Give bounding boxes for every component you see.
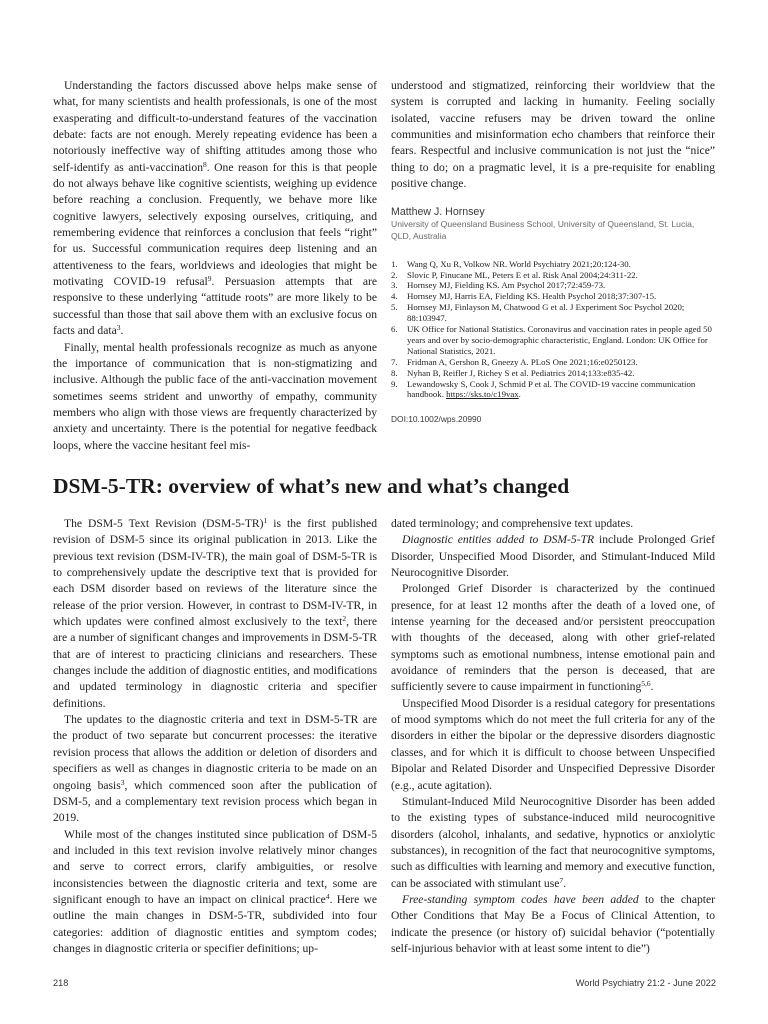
reference-list	[391, 259, 715, 401]
page-number: 218	[53, 978, 69, 988]
doi: DOI:10.1002/wps.20990	[391, 414, 482, 425]
reference-item: 2. Slovic P, Finucane ML, Peters E et al. Risk Anal 2004;24:311-22.	[391, 269, 638, 280]
body-paragraph: Prolonged Grief Disorder is characterized by the continued presence, for at least 12 months after the death of a loved one, of intense yearning for the deceased and/or persistent preoccupation with thoughts of the deceased, along with other grief-related symptoms such as emotional numbness, intense emotional pain and avoidance of reminders that the person is deceased, that are sufficiently severe to cause impairment in functioning$^{5,6}$.	[391, 582, 715, 694]
body-paragraph: Free-standing symptom codes have been added to the chapter Other Conditions that May Be a Focus of Clinical Attention, to indicate the presence (or history of) suicidal behavior (“potentially self-injurious behavior with at least some intent to die”)	[391, 892, 716, 955]
journal-info: World Psychiatry 21:2 - June 2022	[575, 978, 716, 988]
author-affiliation: University of Queensland Business School, University of Queensland, St. Lucia, QLD, Australia	[391, 219, 695, 241]
author-block	[391, 205, 715, 242]
body-paragraph: The updates to the diagnostic criteria and text in DSM-5-TR are the product of two separate but concurrent processes: the iterative revision process that allows the addition or deletion of disorders and specifiers as well as changes in diagnostic criteria to be made on an ongoing basis$^3$, which commenced soon after the publication of DSM-5, and a complementary text revision process which began in 2019.	[53, 713, 377, 825]
body-paragraph: understood and stigmatized, reinforcing their worldview that the system is corrupted and lacking in humanity. Feeling socially isolated, vaccine refusers may be driven toward the online communities and misinformation echo chambers that reinforce their fears. Respectful and inclusive communication is not just the “nice” thing to do; on a pragmatic level, it is a pre-requisite for enabling positive change.	[391, 79, 715, 191]
reference-item: 5. Hornsey MJ, Finlayson M, Chatwood G et al. J Experiment Soc Psychol 2020; 88:103947.	[391, 302, 685, 324]
reference-link[interactable]: https://sks.to/c19vax	[446, 389, 519, 400]
body-paragraph: Unspecified Mood Disorder is a residual category for presentations of mood symptoms which do not meet the full criteria for any of the disorders in either the bipolar or the depressive disorders diagnostic classes, and for which it is difficult to choose between Unspecified Bipolar and Related Disorder and Unspecified Depressive Disorder (e.g., acute agitation).	[391, 696, 715, 792]
article-title: DSM-5-TR: overview of what’s new and what’s changed	[53, 474, 570, 498]
reference-item: 4. Hornsey MJ, Harris EA, Fielding KS. Health Psychol 2018;37:307-15.	[391, 291, 657, 302]
previous-article-left-column	[53, 78, 377, 454]
reference-item: 7. Fridman A, Gershon R, Gneezy A. PLoS One 2021;16:e0250123.	[391, 356, 638, 367]
article-left-column	[53, 516, 377, 957]
body-paragraph: The DSM-5 Text Revision $(DSM-5-TR)^1$ is the first published revision of DSM-5 since its original publication in 2013. Like the previous text revision (DSM-IV-TR), the main goal of DSM-5-TR is to comprehensively update the descriptive text that is provided for each DSM disorder based on reviews of the literature since the release of the prior version. However, in contrast to DSM-IV-TR, in which updates were confined almost exclusively to the text$^2$, there are a number of significant changes and improvements in DSM-5-TR that are of interest to practicing clinicians and researchers. These changes include the addition of diagnostic entities, and modifications and updated terminology in diagnostic criteria and specifier definitions.	[53, 516, 377, 710]
body-paragraph: Diagnostic entities added to DSM-5-TR include Prolonged Grief Disorder, Unspecified Mood Disorder, and Stimulant-Induced Mild Neurocognitive Disorder.	[391, 533, 715, 580]
previous-article-right-column	[391, 78, 715, 428]
body-paragraph: Stimulant-Induced Mild Neurocognitive Disorder has been added to the existing types of substance-induced mild neurocognitive disorders (alcohol, inhalants, and sedative, hypnotics or anxiolytic substances), in recognition of the fact that neurocognitive symptoms, such as difficulties with learning and memory and executive function, can be associated with stimulant use$^7$.	[391, 794, 715, 890]
reference-item: 9. Lewandowsky S, Cook J, Schmid P et al. The COVID-19 vaccine communication handbook. https://sks.to/c19vax.	[391, 378, 696, 400]
reference-item: 8. Nyhan B, Reifler J, Richey S et al. Pediatrics 2014;133:e835-42.	[391, 367, 635, 378]
body-paragraph: dated terminology; and comprehensive text updates.	[391, 517, 634, 530]
reference-item: 3. Hornsey MJ, Fielding KS. Am Psychol 2017;72:459-73.	[391, 280, 606, 291]
body-paragraph: Understanding the factors discussed above helps make sense of what, for many scientists and health professionals, is one of the most exasperating and difficult-to-understand features of the vaccination debate: facts are not enough. Merely repeating evidence has been a notoriously ineffective way of shifting attitudes among those who self-identify as anti-vaccination$^8$. One reason for this is that people do not always behave like cognitive scientists, weighing up evidence before reaching a conclusion. Frequently, we behave more like cognitive lawyers, selectively exposing ourselves, critiquing, and remembering evidence that reinforces a conclusion that feels “right” for us. Successful communication requires deep listening and an attentiveness to the fears, worldviews and ideologies that might be motivating COVID-19 refusal$^9$. Persuasion attempts that are responsive to these underlying “attitude roots” are more likely to be successful than those that sail above them with an exclusive focus on facts and data$^3$.	[53, 79, 377, 338]
body-paragraph: Finally, mental health professionals recognize as much as anyone the importance of communication that is non-stigmatizing and inclusive. Although the public face of the anti-vaccination movement sometimes seems strident and unworthy of empathy, community members who align with those views are frequently characterized by anxiety and uncertainty. There is the potential for negative feedback loops, where the vaccine hesitant feel mis-	[53, 340, 377, 452]
reference-item: 6. UK Office for National Statistics. Coronavirus and vaccination rates in people aged 50 years and over by socio-demographic characteristic, England. London: UK Office for National Statistics, 2021.	[391, 324, 712, 356]
body-paragraph: While most of the changes instituted since publication of DSM-5 and included in this text revision involve relatively minor changes and serve to correct errors, clarify ambiguities, or resolve inconsistencies between the diagnostic criteria and text, some are significant enough to have an impact on clinical practice$^4$. Here we outline the main changes in DSM-5-TR, subdivided into four categories: addition of diagnostic entities and symptom codes; changes in diagnostic criteria or specifier definitions; up-	[53, 827, 377, 955]
article-right-column	[391, 516, 715, 957]
reference-item: 1. Wang Q, Xu R, Volkow NR. World Psychiatry 2021;20:124-30.	[391, 258, 631, 269]
author-name: Matthew J. Hornsey	[391, 206, 485, 219]
